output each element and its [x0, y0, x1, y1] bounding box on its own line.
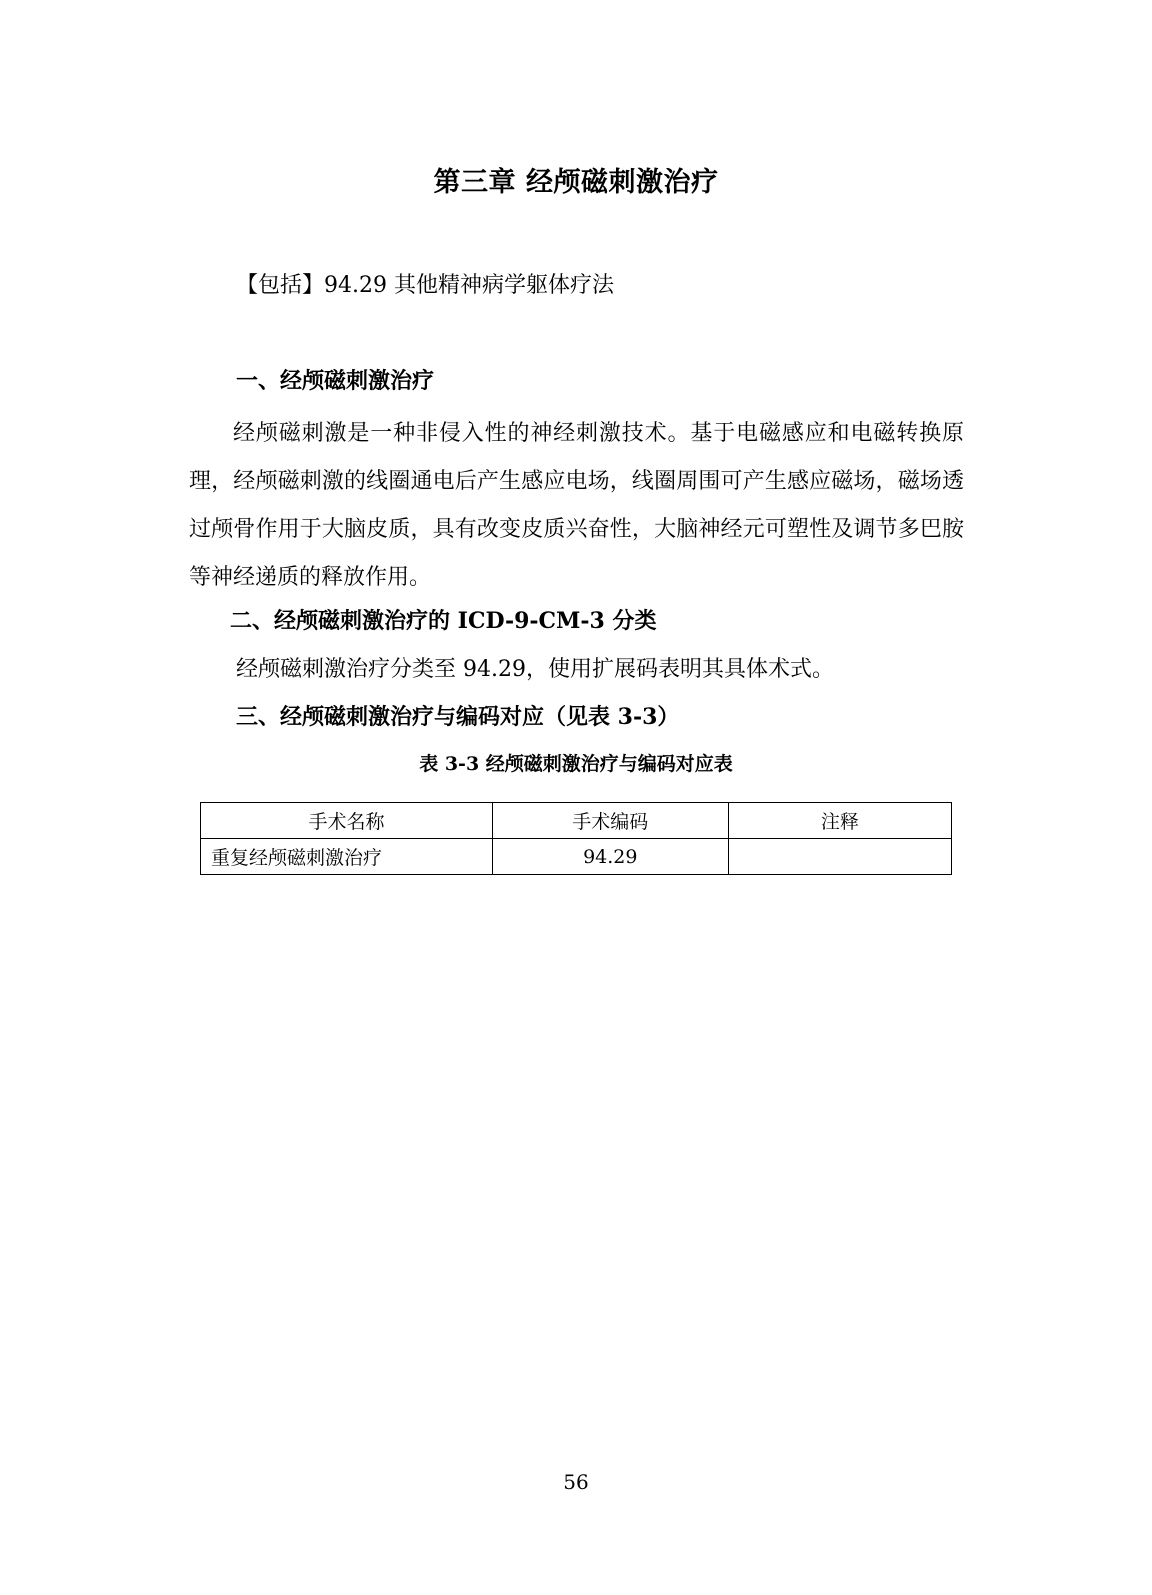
header-procedure-code: 手术编码: [492, 803, 728, 839]
table-row: [201, 839, 952, 875]
header-procedure-name: 手术名称: [201, 803, 493, 839]
cell-notes: [728, 839, 951, 875]
procedure-code-table: [200, 802, 952, 875]
chapter-title: 第三章 经颅磁刺激治疗: [433, 167, 719, 198]
header-notes: 注释: [728, 803, 951, 839]
table-header-row: [201, 803, 952, 839]
table-caption: 表 3-3 经颅磁刺激治疗与编码对应表: [419, 753, 733, 775]
include-line: 【包括】94.29 其他精神病学躯体疗法: [236, 273, 614, 298]
cell-procedure-name: 重复经颅磁刺激治疗: [201, 839, 493, 875]
section-1-heading: 一、经颅磁刺激治疗: [236, 368, 435, 394]
page-number: 56: [563, 1470, 589, 1494]
section-2-paragraph: 经颅磁刺激治疗分类至 94.29，使用扩展码表明其具体术式。: [236, 657, 834, 682]
section-2-heading: 二、经颅磁刺激治疗的 ICD-9-CM-3 分类: [230, 608, 657, 634]
section-3-heading: 三、经颅磁刺激治疗与编码对应（见表 3-3）: [236, 704, 680, 730]
section-1-paragraph: 经颅磁刺激是一种非侵入性的神经刺激技术。基于电磁感应和电磁转换原理，经颅磁刺激的线圈通电后产生感应电场，线圈周围可产生感应磁场，磁场透过颅骨作用于大脑皮质，具有改变皮质兴奋性，大脑神经元可塑性及调节多巴胺等神经递质的释放作用。: [189, 421, 964, 590]
cell-procedure-code: 94.29: [492, 839, 728, 875]
